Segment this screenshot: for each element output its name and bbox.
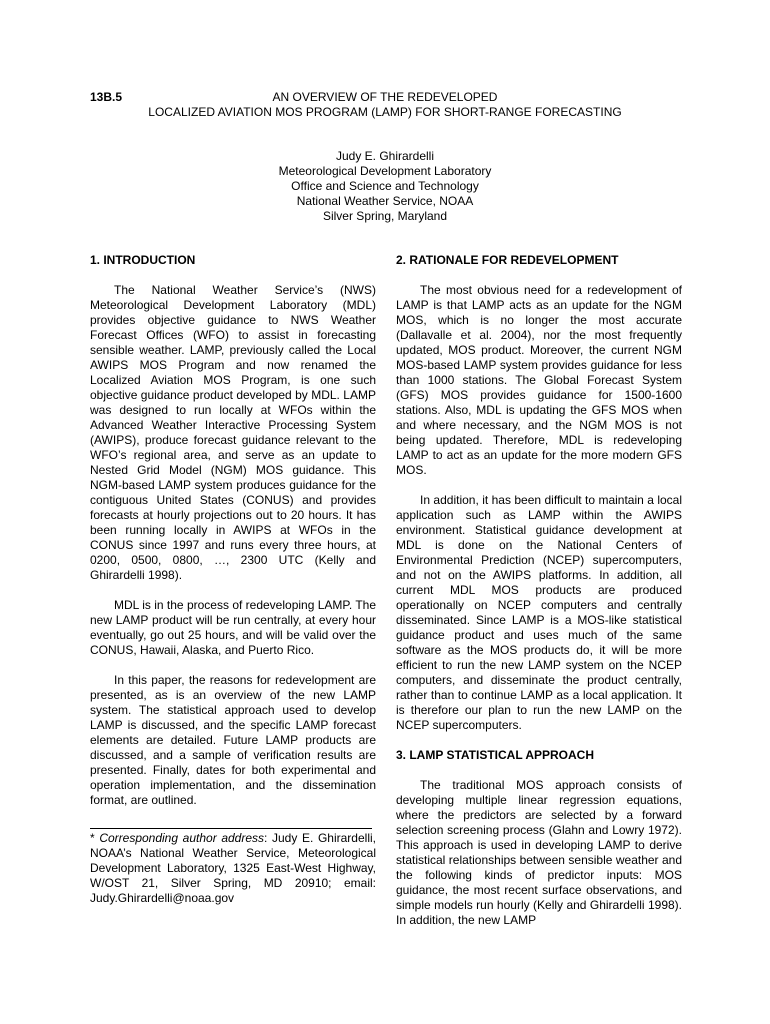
author-block [90, 149, 680, 224]
section-heading-approach: 3. LAMP STATISTICAL APPROACH [396, 748, 595, 762]
title-line-1: AN OVERVIEW OF THE REDEVELOPED [272, 90, 498, 104]
right-column [396, 253, 682, 928]
author-affiliation-2: Office and Science and Technology [291, 179, 479, 193]
footnote-label: Corresponding author address [99, 831, 265, 845]
intro-paragraph-1: The National Weather Service’s (NWS) Meteorological Development Laboratory (MDL) provides objective guidance to NWS Weather Forecast Offices (WFO) to assist in forecasting sensible weather. LAMP, previously called the Local AWIPS MOS Program and now renamed the Localized Aviation MOS Program, is one such objective guidance product developed by MDL. LAMP was designed to run locally at WFOs within the Advanced Weather Interactive Processing System (AWIPS), produce forecast guidance relevant to the WFO’s regional area, and serve as an update to Nested Grid Model (NGM) MOS guidance. This NGM-based LAMP system produces guidance for the contiguous United States (CONUS) and provides forecasts at hourly projections out to 20 hours. It has been running locally in AWIPS at WFOs in the CONUS since 1997 and runs every three hours, at 0200, 0500, 0800, …, 2300 UTC (Kelly and Ghirardelli 1998). [90, 283, 376, 582]
approach-paragraph-1: The traditional MOS approach consists of developing multiple linear regression equations, where the predictors are selected by a forward selection screening process (Glahn and Lowry 1972). This approach is used in developing LAMP to derive statistical relationships between sensible weather and the following kinds of predictor inputs: MOS guidance, the most recent surface observations, and simple models run hourly (Kelly and Ghirardelli 1998). In addition, the new LAMP [396, 778, 682, 927]
intro-paragraph-2: MDL is in the process of redeveloping LAMP. The new LAMP product will be run centrally, at every hour eventually, go out 25 hours, and will be valid over the CONUS, Hawaii, Alaska, and Puerto Rico. [90, 598, 376, 657]
footnote-divider [90, 828, 372, 829]
paper-id: 13B.5 [90, 90, 123, 104]
author-location: Silver Spring, Maryland [322, 209, 448, 223]
section-heading-introduction: 1. INTRODUCTION [90, 253, 196, 267]
intro-paragraph-3: In this paper, the reasons for redevelopment are presented, as is an overview of the new LAMP system. The statistical approach used to develop LAMP is discussed, and the specific LAMP forecast elements are detailed. Future LAMP products are discussed, and a sample of verification results are presented. Finally, dates for both experimental and operation implementation, and the dissemination format, are outlined. [90, 673, 376, 807]
section-heading-rationale: 2. RATIONALE FOR REDEVELOPMENT [396, 253, 619, 267]
author-name: Judy E. Ghirardelli [335, 149, 435, 163]
title-line-2: LOCALIZED AVIATION MOS PROGRAM (LAMP) FOR SHORT-RANGE FORECASTING [148, 105, 622, 119]
rationale-paragraph-1: The most obvious need for a redevelopment of LAMP is that LAMP acts as an update for the NGM MOS, which is no longer the most accurate (Dallavalle et al. 2004), nor the most frequently updated, MOS product. Moreover, the current NGM MOS-based LAMP system provides guidance for less than 1000 stations. The Global Forecast System (GFS) MOS provides guidance for 1500-1600 stations. Also, MDL is updating the GFS MOS when and where necessary, and the NGM MOS is not being updated. Therefore, MDL is redeveloping LAMP to act as an update for the more modern GFS MOS. [396, 283, 682, 477]
paper-title [90, 90, 680, 120]
footnote-text: : Judy E. Ghirardelli, NOAA’s National Weather Service, Meteorological Development Laboratory, 1325 East-West Highway, W/OST 21, Silver Spring, MD 20910; email: Judy.Ghirardelli@noaa.gov [90, 831, 376, 905]
author-affiliation-1: Meteorological Development Laboratory [278, 164, 492, 178]
author-affiliation-3: National Weather Service, NOAA [296, 194, 474, 208]
rationale-paragraph-2: In addition, it has been difficult to maintain a local application such as LAMP within the AWIPS environment. Statistical guidance development at MDL is done on the National Centers of Environmental Prediction (NCEP) supercomputers, and not on the AWIPS platforms. In addition, all current MDL MOS products are produced operationally on NCEP computers and centrally disseminated. Since LAMP is a MOS-like statistical guidance product and uses much of the same software as the MOS products do, it will be more efficient to run the new LAMP system on the NCEP computers, and disseminate the product centrally, rather than to continue LAMP as a local application. It is therefore our plan to run the new LAMP on the NCEP supercomputers. [396, 493, 682, 732]
left-column [90, 253, 376, 906]
footnote [90, 831, 376, 906]
footnote-marker: * [90, 831, 95, 845]
